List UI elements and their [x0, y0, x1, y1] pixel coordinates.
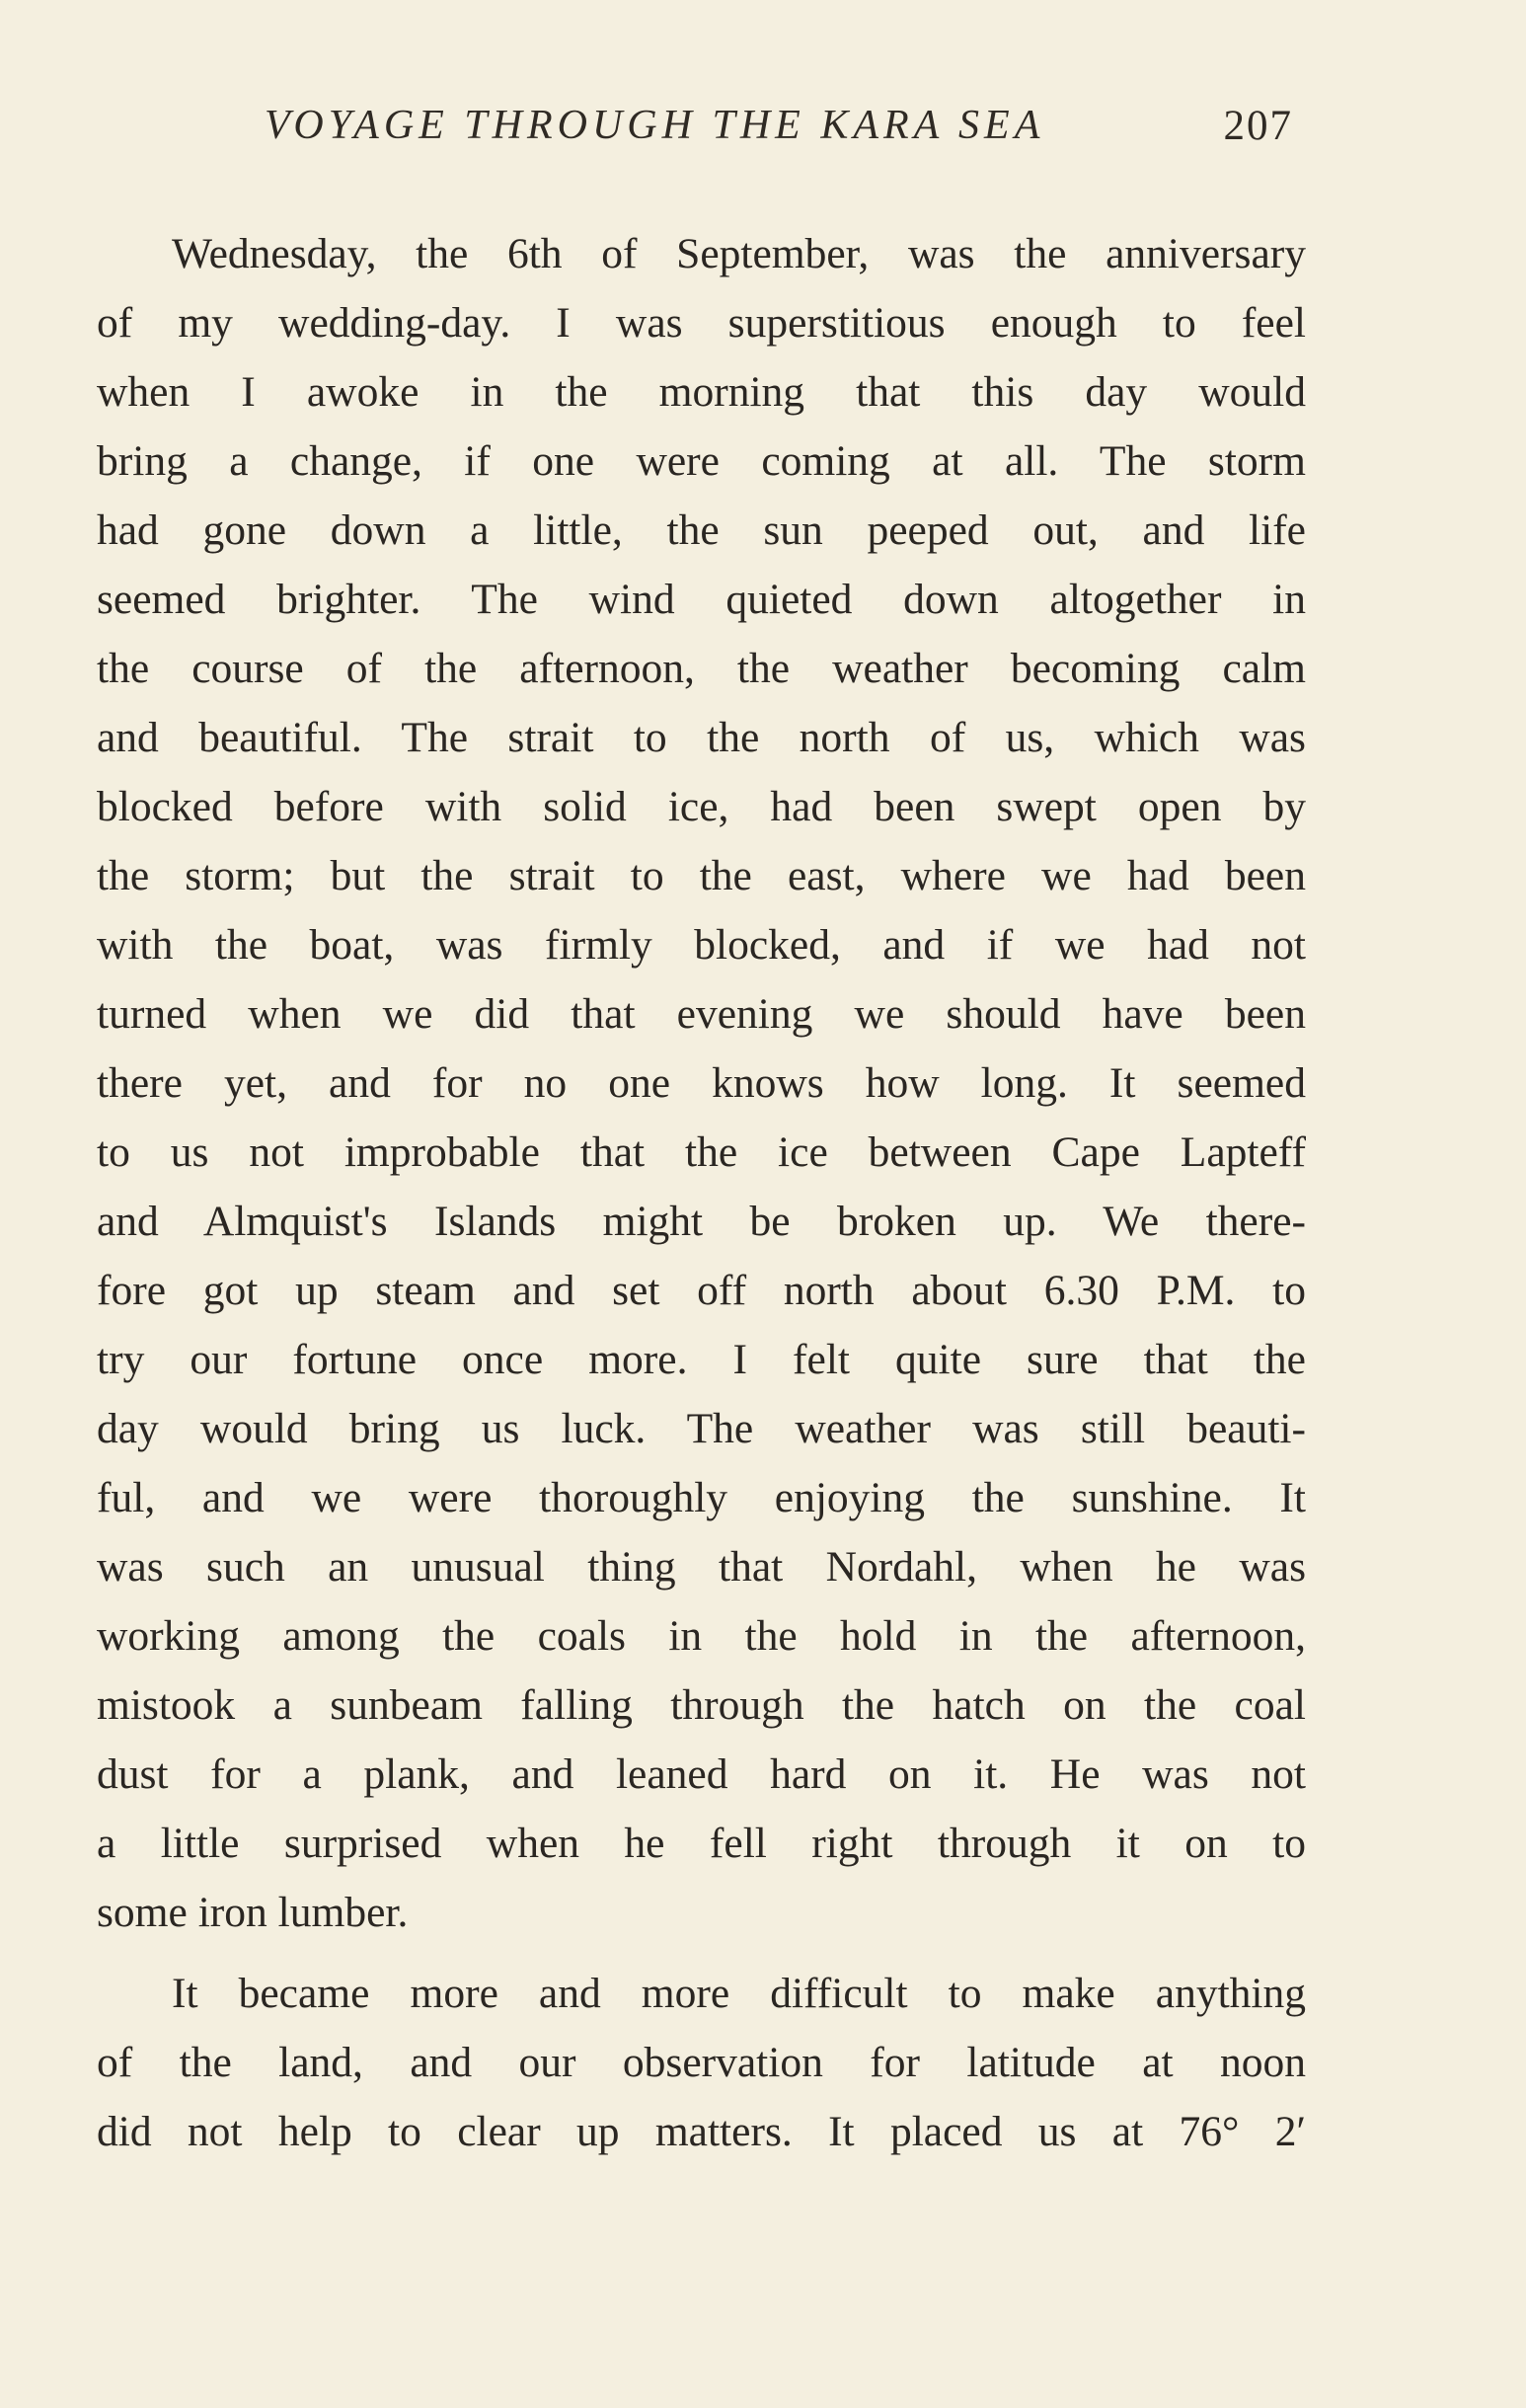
- text-line: It became more and more difficult to make anything: [172, 1970, 1306, 2017]
- body-text: [97, 219, 1306, 2166]
- text-line: try our fortune once more. I felt quite sure that the: [97, 1336, 1306, 1383]
- text-line: working among the coals in the hold in the afternoon,: [97, 1612, 1306, 1660]
- text-line: there yet, and for no one knows how long. It seemed: [97, 1059, 1306, 1107]
- text-line: fore got up steam and set off north about 6.30 P.M. to: [97, 1267, 1306, 1314]
- text-line: when I awoke in the morning that this day would: [97, 368, 1306, 416]
- text-line: the course of the afternoon, the weather becoming calm: [97, 645, 1306, 692]
- text-line: day would bring us luck. The weather was still beauti-: [97, 1405, 1306, 1452]
- running-head: VOYAGE THROUGH THE KARA SEA: [265, 103, 1045, 148]
- paragraph-2: [97, 1959, 1306, 2166]
- text-line: ful, and we were thoroughly enjoying the sunshine. It: [97, 1474, 1306, 1521]
- text-line: with the boat, was firmly blocked, and if we had not: [97, 921, 1306, 969]
- text-line: blocked before with solid ice, had been swept open by: [97, 783, 1306, 830]
- text-line: some iron lumber.: [97, 1889, 409, 1936]
- text-line: Wednesday, the 6th of September, was the anniversary: [172, 230, 1306, 277]
- text-line: of my wedding-day. I was superstitious enough to feel: [97, 299, 1306, 347]
- text-line: and beautiful. The strait to the north of us, which was: [97, 714, 1306, 761]
- paragraph-1: [97, 219, 1306, 1947]
- text-line: bring a change, if one were coming at all. The storm: [97, 437, 1306, 485]
- text-line: turned when we did that evening we should have been: [97, 990, 1306, 1038]
- text-line: of the land, and our observation for latitude at noon: [97, 2039, 1306, 2086]
- text-line: seemed brighter. The wind quieted down altogether in: [97, 576, 1306, 623]
- text-line: dust for a plank, and leaned hard on it. He was not: [97, 1750, 1306, 1798]
- page-number: 207: [1223, 103, 1293, 149]
- text-line: a little surprised when he fell right through it on to: [97, 1820, 1306, 1867]
- page-header: [257, 102, 1293, 161]
- text-line: had gone down a little, the sun peeped out, and life: [97, 506, 1306, 554]
- text-line: mistook a sunbeam falling through the hatch on the coal: [97, 1681, 1306, 1729]
- text-line: the storm; but the strait to the east, where we had been: [97, 852, 1306, 899]
- text-line: was such an unusual thing that Nordahl, when he was: [97, 1543, 1306, 1591]
- text-line: did not help to clear up matters. It placed us at 76° 2′: [97, 2108, 1306, 2155]
- text-line: to us not improbable that the ice between Cape Lapteff: [97, 1128, 1306, 1176]
- text-line: and Almquist's Islands might be broken up. We there-: [97, 1198, 1306, 1245]
- paragraph-gap: [97, 1947, 1306, 1959]
